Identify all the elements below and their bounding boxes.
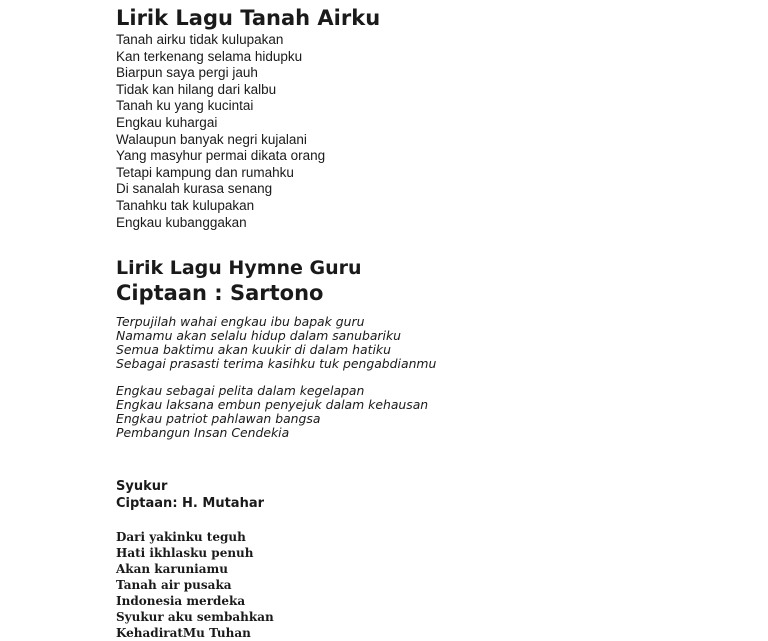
lyric-line: Engkau kuhargai (116, 114, 218, 130)
lyrics-document (116, 0, 756, 641)
lyric-line: Tanah airku tidak kulupakan (116, 32, 284, 47)
lyrics-hymne-guru-verse-1 (116, 315, 756, 371)
lyric-line: Syukur aku sembahkan (116, 610, 274, 625)
lyric-line: Tetapi kampung dan rumahku (116, 164, 294, 180)
lyric-line: Tanah ku yang kucintai (116, 98, 254, 114)
lyric-line: Terpujilah wahai engkau ibu bapak guru (116, 314, 365, 330)
lyric-line: Tanahku tak kulupakan (116, 197, 255, 213)
lyric-line: Engkau kubanggakan (116, 214, 247, 230)
lyric-line: Engkau laksana embun penyejuk dalam kehausan (116, 397, 429, 413)
song-credit-hymne-guru: Ciptaan : Sartono (116, 281, 324, 306)
lyrics-hymne-guru-verse-2 (116, 384, 756, 440)
lyric-line: Tidak kan hilang dari kalbu (116, 81, 277, 97)
lyric-line: Namamu akan selalu hidup dalam sanubariku (116, 328, 401, 344)
lyric-line: KehadiratMu Tuhan (116, 626, 251, 641)
lyric-line: Kan terkenang selama hidupku (116, 48, 303, 64)
lyric-line: Akan karuniamu (116, 562, 228, 577)
lyric-line: Tanah air pusaka (116, 578, 232, 593)
song-title-syukur: Syukur (116, 479, 168, 495)
lyric-line: Dari yakinku teguh (116, 530, 246, 545)
lyric-line: Walaupun banyak negri kujalani (116, 131, 307, 147)
lyric-line: Semua baktimu akan kuukir di dalam hatiku (116, 342, 391, 358)
lyric-line: Pembangun Insan Cendekia (116, 425, 290, 441)
lyric-line: Hati ikhlasku penuh (116, 546, 254, 561)
lyric-line: Engkau patriot pahlawan bangsa (116, 411, 321, 427)
song-title-tanah-airku: Lirik Lagu Tanah Airku (116, 6, 381, 30)
lyrics-syukur (116, 529, 756, 641)
song-title-hymne-guru: Lirik Lagu Hymne Guru (116, 257, 362, 280)
song-credit-syukur: Ciptaan: H. Mutahar (116, 496, 265, 512)
lyric-line: Indonesia merdeka (116, 594, 246, 609)
lyrics-tanah-airku (116, 32, 756, 231)
lyric-line: Sebagai prasasti terima kasihku tuk pengabdianmu (116, 356, 437, 372)
lyric-line: Biarpun saya pergi jauh (116, 65, 258, 81)
lyric-line: Yang masyhur permai dikata orang (116, 148, 326, 164)
lyric-line: Di sanalah kurasa senang (116, 181, 273, 197)
lyric-line: Engkau sebagai pelita dalam kegelapan (116, 383, 365, 399)
